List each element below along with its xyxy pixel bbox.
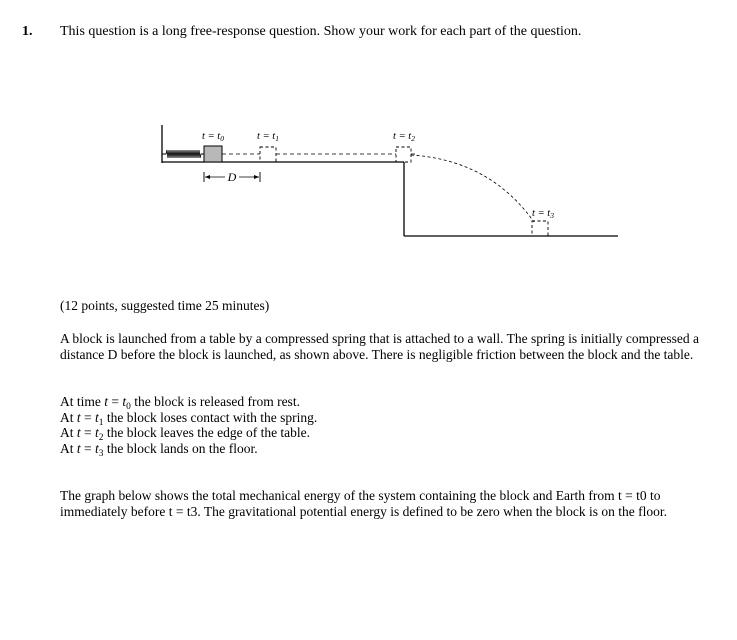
question-number: 1. [22, 24, 33, 39]
question-intro: This question is a long free-response question. Show your work for each part of the question. [60, 24, 582, 39]
event-t2: At $t = t_2$ the block leaves the edge of the table. [60, 425, 311, 443]
event-t1: At $t = t_1$ the block loses contact with the spring. [60, 409, 318, 428]
spring-block-diagram [150, 118, 630, 248]
time-events [60, 394, 720, 459]
problem-description: A block is launched from a table by a compressed spring that is attached to a wall. The spring is initially compressed a distance D before the block is launched, as shown above. There is negligible friction between the block and the table. [60, 331, 699, 362]
label-t1: t = t1 [257, 131, 279, 143]
trajectory [411, 155, 534, 222]
label-t3: t = t3 [532, 208, 554, 220]
d-label: D [227, 170, 237, 184]
graph-description-line-2: immediately before t = t3. The gravitational potential energy is defined to be zero when the block is on the floor. [60, 503, 667, 519]
d-arrowhead-left [205, 175, 210, 179]
label-t0: t = t0 [202, 131, 224, 143]
event-t0: At time $t = t_0$ the block is released from rest. [60, 394, 300, 412]
graph-description [60, 488, 720, 519]
label-t2: t = t2 [393, 131, 415, 143]
compressed-spring [162, 150, 204, 158]
graph-description-line-1: The graph below shows the total mechanical energy of the system containing the block and Earth from t = t0 to [60, 488, 661, 503]
points-note: (12 points, suggested time 25 minutes) [60, 298, 270, 313]
event-t3: At $t = t_3$ the block lands on the floor. [60, 440, 258, 459]
block-position-t1 [260, 147, 276, 162]
block-position-t3 [532, 221, 548, 236]
block-position-t2 [396, 147, 411, 162]
block [204, 146, 222, 162]
d-arrowhead-right [254, 175, 259, 179]
